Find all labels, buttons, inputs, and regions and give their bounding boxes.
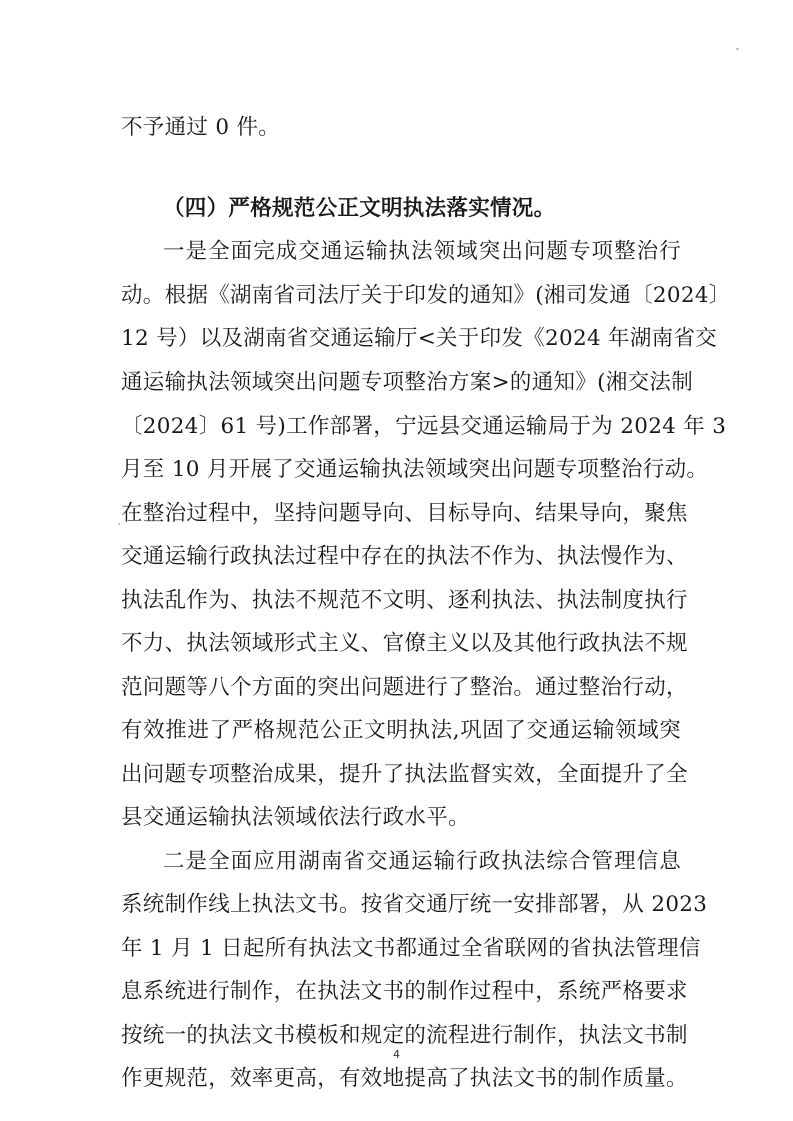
paragraph-line: 交通运输行政执法过程中存在的执法不作为、执法慢作为、: [121, 544, 688, 569]
paragraph-line: 年 1 月 1 日起所有执法文书都通过全省联网的省执法管理信: [121, 936, 701, 961]
paragraph-line: 按统一的执法文书模板和规定的流程进行制作，执法文书制: [121, 1023, 688, 1048]
paragraph-line: 执法乱作为、执法不规范不文明、逐利执法、执法制度执行: [121, 588, 688, 613]
paragraph-line: 在整治过程中，坚持问题导向、目标导向、结果导向，聚焦: [121, 501, 688, 526]
paragraph-line: 息系统进行制作，在执法文书的制作过程中，系统严格要求: [121, 979, 688, 1004]
paragraph-line: 有效推进了严格规范公正文明执法,巩固了交通运输领域突: [121, 718, 681, 743]
scan-speck: [118, 523, 120, 525]
paragraph-line: 作更规范，效率更高，有效地提高了执法文书的制作质量。: [121, 1066, 688, 1091]
paragraph-line: 动。根据《湖南省司法厅关于印发的通知》(湘司发通〔2024〕: [121, 283, 731, 308]
paragraph-line: 二是全面应用湖南省交通运输行政执法综合管理信息: [163, 849, 681, 874]
paragraph-line: 不力、执法领域形式主义、官僚主义以及其他行政执法不规: [121, 631, 688, 656]
paragraph-line: 月至 10 月开展了交通运输执法领域突出问题专项整治行动。: [121, 457, 709, 482]
paragraph-line: 〔2024〕61 号)工作部署，宁远县交通运输局于为 2024 年 3: [121, 414, 727, 439]
paragraph-line: 一是全面完成交通运输执法领域突出问题专项整治行: [163, 239, 681, 264]
page-number: 4: [393, 1048, 400, 1061]
paragraph-line: 范问题等八个方面的突出问题进行了整治。通过整治行动，: [121, 675, 688, 700]
section-heading: （四）严格规范公正文明执法落实情况。: [163, 196, 556, 221]
paragraph-line: 系统制作线上执法文书。按省交通厅统一安排部署，从 2023: [121, 892, 708, 917]
paragraph-line: 通运输执法领域突出问题专项整治方案>的通知》(湘交法制: [121, 370, 694, 395]
paragraph-line: 12 号）以及湖南省交通运输厅<关于印发《2024 年湖南省交: [121, 326, 718, 351]
paragraph-line: 不予通过 0 件。: [121, 115, 281, 140]
scan-speck: [736, 48, 739, 50]
paragraph-line: 出问题专项整治成果，提升了执法监督实效，全面提升了全: [121, 762, 688, 787]
paragraph-line: 县交通运输执法领域依法行政水平。: [121, 805, 470, 830]
